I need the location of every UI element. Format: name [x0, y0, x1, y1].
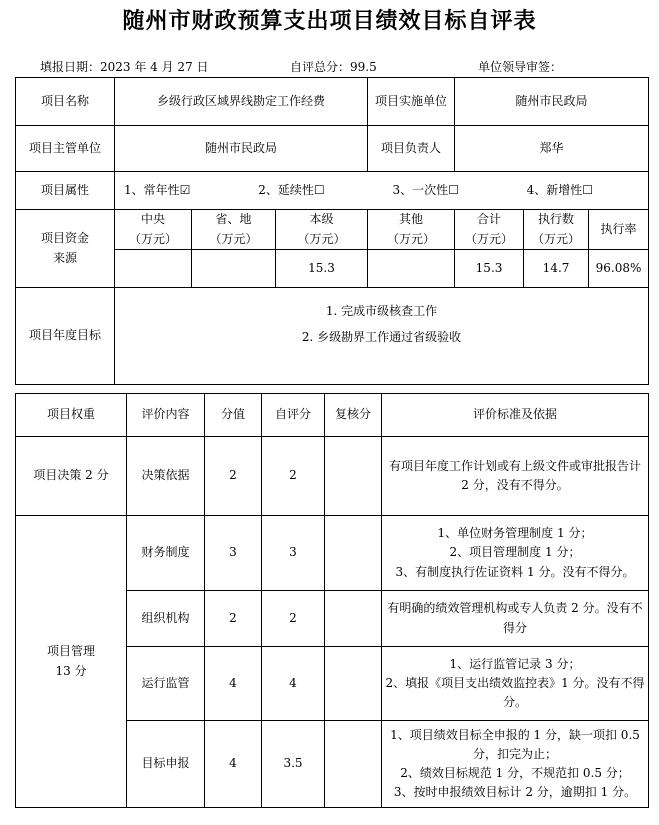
fund-value-total: 15.3 [455, 250, 524, 288]
item-criteria: 有项目年度工作计划或有上级文件或审批报告计 2 分，没有不得分。 [382, 437, 649, 516]
item-content: 运行监管 [127, 647, 205, 721]
table-row [16, 516, 649, 591]
item-score: 2 [205, 437, 262, 516]
fund-header-other: 其他 （万元） [368, 210, 455, 250]
eval-header-content: 评价内容 [127, 394, 205, 437]
impl-unit-value: 随州市民政局 [455, 78, 649, 126]
fund-value-central [115, 250, 192, 288]
item-self-score: 2 [262, 437, 325, 516]
annual-goal-2: 2. 乡级勘界工作通过省级验收 [301, 330, 462, 345]
fund-value-province [192, 250, 276, 288]
item-review-score [325, 721, 382, 808]
item-criteria: 1、单位财务管理制度 1 分； 2、项目管理制度 1 分； 3、有制度执行佐证资料 1 分。没有不得分。 [382, 516, 649, 591]
row-mgmt-unit [16, 126, 649, 172]
fund-header-executed: 执行数 （万元） [524, 210, 589, 250]
eval-header-score: 分值 [205, 394, 262, 437]
project-name-label: 项目名称 [16, 78, 115, 126]
evaluation-scores-table [15, 393, 649, 808]
item-self-score: 4 [262, 647, 325, 721]
item-content: 目标申报 [127, 721, 205, 808]
row-attributes [16, 172, 649, 210]
eval-header-review: 复核分 [325, 394, 382, 437]
row-annual-goals [16, 288, 649, 385]
item-criteria: 1、运行监管记录 3 分； 2、填报《项目支出绩效监控表》1 分。没有不得分。 [382, 647, 649, 721]
row-project-name [16, 78, 649, 126]
leader-value: 郑华 [455, 126, 649, 172]
attr-label: 项目属性 [16, 172, 115, 210]
eval-header-self: 自评分 [262, 394, 325, 437]
item-criteria: 有明确的绩效管理机构或专人负责 2 分。没有不得分 [382, 591, 649, 647]
item-score: 2 [205, 591, 262, 647]
annual-goals [115, 288, 649, 385]
row-fund-headers [16, 210, 649, 250]
attr-option-onetime: 3、一次性☐ [392, 182, 459, 197]
item-self-score: 3.5 [262, 721, 325, 808]
item-content: 组织机构 [127, 591, 205, 647]
item-score: 4 [205, 647, 262, 721]
item-review-score [325, 647, 382, 721]
item-review-score [325, 591, 382, 647]
group-weight-management: 项目管理 13 分 [16, 516, 127, 808]
project-name-value: 乡级行政区域界线勘定工作经费 [115, 78, 368, 126]
fund-value-exec-rate: 96.08% [589, 250, 649, 288]
impl-unit-label: 项目实施单位 [368, 78, 455, 126]
fund-header-exec-rate: 执行率 [589, 210, 649, 250]
total-self-score: 自评总分：99.5 [290, 60, 377, 74]
item-score: 3 [205, 516, 262, 591]
attr-option-continuing: 2、延续性☐ [258, 182, 325, 197]
eval-header-criteria: 评价标准及依据 [382, 394, 649, 437]
table-row [16, 437, 649, 516]
annual-goal-1: 1. 完成市级核查工作 [325, 304, 438, 318]
item-review-score [325, 516, 382, 591]
attr-options [115, 172, 649, 210]
item-content: 决策依据 [127, 437, 205, 516]
fund-header-central: 中央 （万元） [115, 210, 192, 250]
attr-option-annual: 1、常年性☑ [124, 182, 191, 197]
leader-review-label: 单位领导审签： [478, 60, 563, 74]
item-criteria: 1、项目绩效目标全申报的 1 分，缺一项扣 0.5 分，扣完为止； 2、绩效目标规范 1 分，不规范扣 0.5 分； 3、按时申报绩效目标计 2 分，逾期扣 1 分。 [382, 721, 649, 808]
group-weight-decision: 项目决策 2 分 [16, 437, 127, 516]
fund-source-label: 项目资金 来源 [16, 210, 115, 288]
evaluation-table [15, 77, 649, 385]
item-self-score: 3 [262, 516, 325, 591]
attr-option-new: 4、新增性☐ [526, 182, 594, 197]
item-content: 财务制度 [127, 516, 205, 591]
fill-date: 填报日期：2023 年 4 月 27 日 [40, 60, 209, 74]
eval-header-row [16, 394, 649, 437]
item-self-score: 2 [262, 591, 325, 647]
eval-header-weight: 项目权重 [16, 394, 127, 437]
mgmt-unit-label: 项目主管单位 [16, 126, 115, 172]
item-score: 4 [205, 721, 262, 808]
fund-header-total: 合计 （万元） [455, 210, 524, 250]
leader-label: 项目负责人 [368, 126, 455, 172]
fund-value-other [368, 250, 455, 288]
item-review-score [325, 437, 382, 516]
fund-header-local: 本级 （万元） [276, 210, 368, 250]
annual-goal-label: 项目年度目标 [16, 288, 115, 385]
page-title: 随州市财政预算支出项目绩效目标自评表 [122, 9, 537, 34]
fund-header-province: 省、地 （万元） [192, 210, 276, 250]
fund-value-executed: 14.7 [524, 250, 589, 288]
mgmt-unit-value: 随州市民政局 [115, 126, 368, 172]
fund-value-local: 15.3 [276, 250, 368, 288]
